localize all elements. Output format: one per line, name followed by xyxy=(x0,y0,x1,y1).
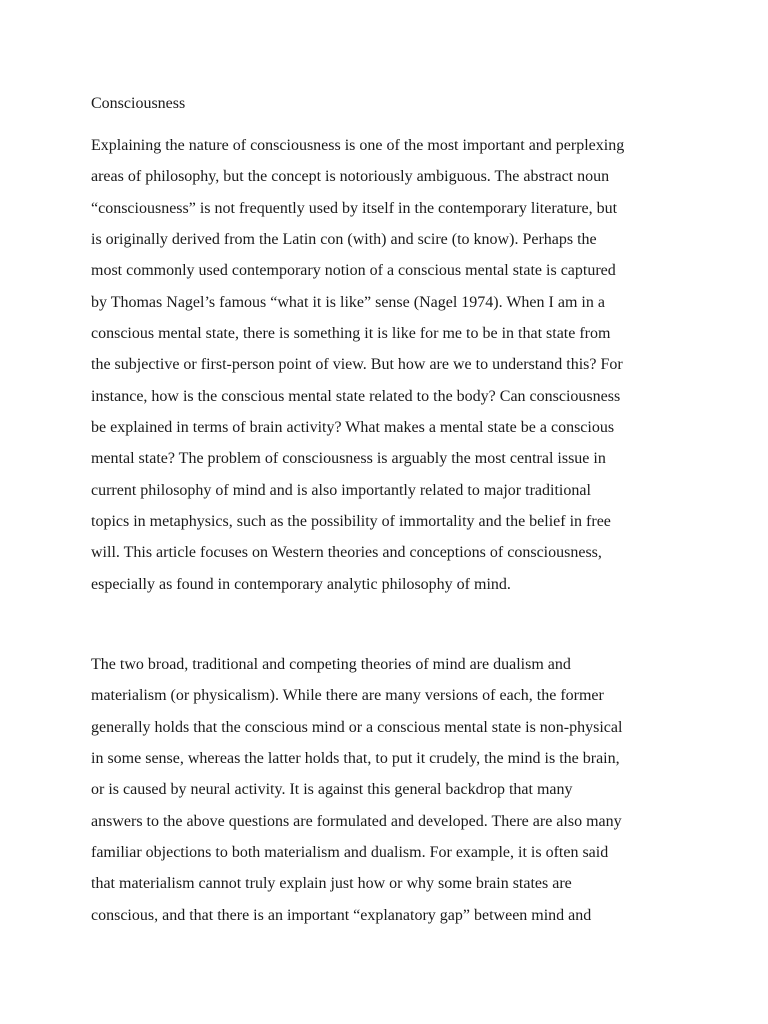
paragraph-line: familiar objections to both materialism and dualism. For example, it is often said xyxy=(91,844,609,862)
paragraph-line: instance, how is the conscious mental state related to the body? Can consciousness xyxy=(91,387,621,405)
paragraph-line: will. This article focuses on Western theories and conceptions of consciousness, xyxy=(91,544,602,562)
paragraph-line: conscious, and that there is an important “explanatory gap” between mind and xyxy=(91,906,592,924)
paragraph-line: most commonly used contemporary notion of a conscious mental state is captured xyxy=(91,262,616,280)
paragraph-line: answers to the above questions are formulated and developed. There are also many xyxy=(91,812,622,830)
paragraph-line: by Thomas Nagel’s famous “what it is like” sense (Nagel 1974). When I am in a xyxy=(91,293,605,311)
paragraph-line: that materialism cannot truly explain just how or why some brain states are xyxy=(91,875,572,893)
paragraph-line: conscious mental state, there is something it is like for me to be in that state from xyxy=(91,325,611,343)
paragraph-line: the subjective or first-person point of view. But how are we to understand this? For xyxy=(91,356,623,374)
paragraph-line: is originally derived from the Latin con (with) and scire (to know). Perhaps the xyxy=(91,231,597,249)
paragraph-line: Explaining the nature of consciousness is one of the most important and perplexing xyxy=(91,137,625,154)
paragraph-line: The two broad, traditional and competing theories of mind are dualism and xyxy=(91,656,571,673)
paragraph-line: especially as found in contemporary analytic philosophy of mind. xyxy=(91,575,511,593)
paragraph-1 xyxy=(91,130,624,600)
paragraph-2 xyxy=(91,649,622,931)
paragraph-line: “consciousness” is not frequently used by itself in the contemporary literature, but xyxy=(91,199,618,217)
paragraph-line: or is caused by neural activity. It is against this general backdrop that many xyxy=(91,781,573,799)
paragraph-line: current philosophy of mind and is also importantly related to major traditional xyxy=(91,481,591,499)
paragraph-line: generally holds that the conscious mind or a conscious mental state is non-physical xyxy=(91,718,623,736)
paragraph-line: materialism (or physicalism). While there are many versions of each, the former xyxy=(91,687,604,705)
paragraph-line: in some sense, whereas the latter holds that, to put it crudely, the mind is the brain, xyxy=(91,750,620,768)
paragraph-line: topics in metaphysics, such as the possibility of immortality and the belief in free xyxy=(91,513,611,531)
paragraph-line: be explained in terms of brain activity? What makes a mental state be a conscious xyxy=(91,419,615,437)
paragraph-line: mental state? The problem of consciousness is arguably the most central issue in xyxy=(91,450,606,468)
paragraph-line: areas of philosophy, but the concept is notoriously ambiguous. The abstract noun xyxy=(91,168,610,186)
document-title: Consciousness xyxy=(91,95,186,112)
